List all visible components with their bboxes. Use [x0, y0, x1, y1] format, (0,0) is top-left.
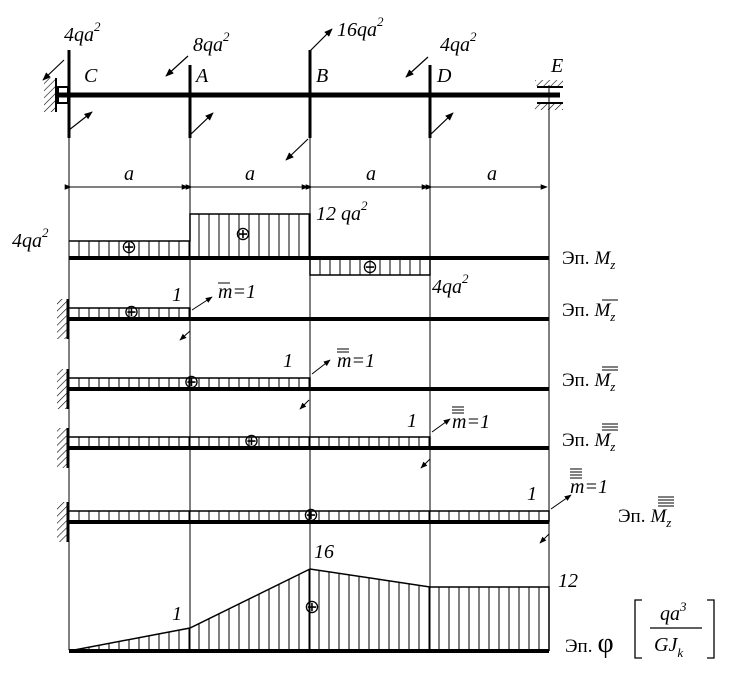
- torque-arrow-b-top: [310, 29, 332, 51]
- unit-one-label: 1: [283, 350, 293, 372]
- mz-diagram: [12, 198, 615, 298]
- moment-label-d: $4qa^2$: [440, 29, 477, 56]
- unit-sign: ⊕: [303, 505, 319, 526]
- moment-label-c: $4qa^2$: [64, 19, 101, 46]
- torque-arrow-c-top: [43, 60, 64, 80]
- unit-sign: ⊕: [123, 302, 140, 323]
- guide-lines: [69, 85, 549, 650]
- unit-case-2: [57, 349, 618, 409]
- unit-torque-arrow-up: [312, 360, 330, 374]
- mz-value-mid: 12 $qa^2$: [316, 198, 368, 225]
- torque-arrow-d-top: [406, 57, 428, 77]
- units-bracket-right: [707, 600, 714, 658]
- wall-support-hatch: [57, 428, 67, 468]
- unit-one-label: 1: [172, 284, 182, 306]
- phi-diagram: [69, 541, 714, 660]
- unit-moment-label: m=1: [337, 350, 375, 372]
- unit-torque-arrow-up: [192, 297, 212, 310]
- phi-value-e: 12: [558, 570, 578, 592]
- point-label-d: D: [437, 65, 452, 87]
- span-label-4: a: [487, 163, 497, 185]
- phi-sign: ⊕: [304, 597, 320, 618]
- unit-title: Эп. $M_z$: [618, 506, 672, 530]
- mz-sign-1: ⊕: [121, 237, 137, 258]
- beam-scheme: [43, 14, 563, 160]
- unit-sign: ⊕: [243, 431, 260, 452]
- point-label-b: B: [316, 65, 329, 87]
- point-label-c: C: [84, 65, 98, 87]
- wall-support-hatch: [57, 502, 67, 542]
- unit-moment-diagrams: [57, 281, 674, 543]
- unit-one-label: 1: [407, 410, 417, 432]
- point-label-a: A: [196, 65, 209, 87]
- unit-title: Эп. $M_z$: [562, 430, 616, 454]
- wall-support-hatch: [57, 299, 67, 339]
- support-e-hatch: [535, 104, 563, 110]
- mz-value-neg: $4qa^2$: [432, 271, 469, 298]
- torque-arrow-c-bottom: [69, 112, 92, 130]
- unit-torque-arrow-down: [540, 534, 549, 543]
- unit-torque-arrow-down: [180, 331, 190, 340]
- wall-support-hatch: [57, 369, 67, 409]
- mz-sign-3: ⊖: [362, 257, 378, 278]
- span-label-1: a: [124, 163, 134, 185]
- phi-value-b: 16: [314, 541, 334, 563]
- mz-title: Эп. $M_z$: [562, 248, 616, 272]
- unit-torque-arrow-down: [300, 400, 309, 409]
- torque-arrow-a-bottom: [190, 113, 213, 135]
- mz-value-left: $4qa^2$: [12, 225, 49, 252]
- unit-sign: ⊕: [183, 372, 200, 393]
- unit-moment-label: m=1: [570, 476, 608, 498]
- moment-label-b: $16qa^2$: [337, 14, 384, 41]
- unit-case-1: [57, 281, 618, 340]
- phi-value-a: 1: [172, 603, 182, 625]
- unit-moment-label: m=1: [452, 411, 490, 433]
- unit-torque-arrow-up: [432, 419, 450, 432]
- unit-moment-label: m=1: [218, 281, 256, 303]
- units-bracket-left: [635, 600, 642, 658]
- support-c-hatch: [44, 78, 56, 112]
- unit-torque-arrow-down: [421, 459, 430, 468]
- torque-arrow-a-top: [166, 56, 188, 76]
- unit-one-label: 1: [527, 483, 537, 505]
- units-numerator: $qa^3$: [660, 599, 687, 625]
- unit-title: Эп. $M_z$: [562, 300, 616, 324]
- torque-arrow-d-bottom: [430, 113, 453, 135]
- unit-torque-arrow-up: [551, 495, 571, 509]
- units-denominator: $GJ_k$: [654, 634, 684, 660]
- torque-arrow-b-bottom: [286, 139, 308, 160]
- unit-case-3: [57, 407, 618, 468]
- unit-case-4: [57, 469, 674, 543]
- point-label-e: E: [551, 55, 564, 77]
- phi-title: Эп. φ: [565, 628, 614, 659]
- mz-sign-2: ⊕: [235, 224, 251, 245]
- unit-title: Эп. $M_z$: [562, 370, 616, 394]
- span-label-3: a: [366, 163, 376, 185]
- moment-label-a: $8qa^2$: [193, 29, 230, 56]
- span-label-2: a: [245, 163, 255, 185]
